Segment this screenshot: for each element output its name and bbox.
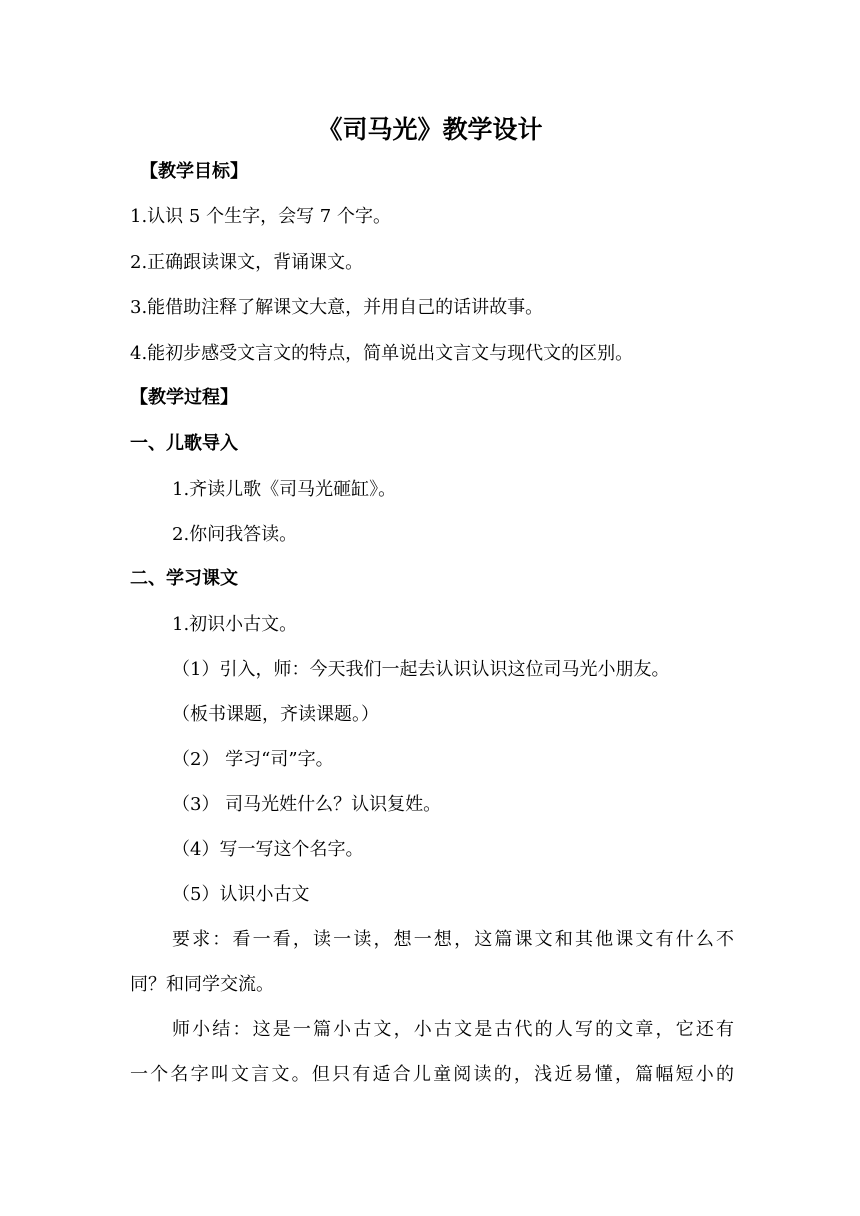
step-5: （5）认识小古文 xyxy=(172,884,310,905)
step-4: （4）写一写这个名字。 xyxy=(172,839,364,860)
objective-item-3: 3.能借助注释了解课文大意，并用自己的话讲故事。 xyxy=(130,297,544,318)
document-title: 《司马光》教学设计 xyxy=(317,115,543,144)
objective-item-2: 2.正确跟读课文，背诵课文。 xyxy=(130,252,364,273)
section1-item-2: 2.你问我答读。 xyxy=(172,524,298,545)
step-3: （3） 司马光姓什么？认识复姓。 xyxy=(172,794,442,815)
section1-heading: 一、儿歌导入 xyxy=(130,433,238,454)
requirement-line-2: 同？和同学交流。 xyxy=(130,974,274,995)
section2-heading: 二、学习课文 xyxy=(130,568,238,589)
requirement-line-1: 要求：看一看，读一读，想一想，这篇课文和其他课文有什么不 xyxy=(172,929,734,950)
section2-subheading: 1.初识小古文。 xyxy=(172,614,298,635)
step-1: （1）引入，师：今天我们一起去认识认识这位司马光小朋友。 xyxy=(172,659,670,680)
summary-line-2: 一个名字叫文言文。但只有适合儿童阅读的，浅近易懂，篇幅短小的 xyxy=(130,1064,734,1085)
process-heading: 【教学过程】 xyxy=(130,387,238,408)
section1-item-1: 1.齐读儿歌《司马光砸缸》。 xyxy=(172,479,397,500)
objectives-heading: 【教学目标】 xyxy=(140,161,248,182)
step-1-note: （板书课题，齐读课题。） xyxy=(172,704,379,725)
summary-line-1: 师小结：这是一篇小古文，小古文是古代的人写的文章，它还有 xyxy=(172,1019,734,1040)
step-2: （2） 学习“司”字。 xyxy=(172,749,334,770)
objective-item-1: 1.认识 5 个生字，会写 7 个字。 xyxy=(130,206,391,227)
objective-item-4: 4.能初步感受文言文的特点，简单说出文言文与现代文的区别。 xyxy=(130,343,634,364)
